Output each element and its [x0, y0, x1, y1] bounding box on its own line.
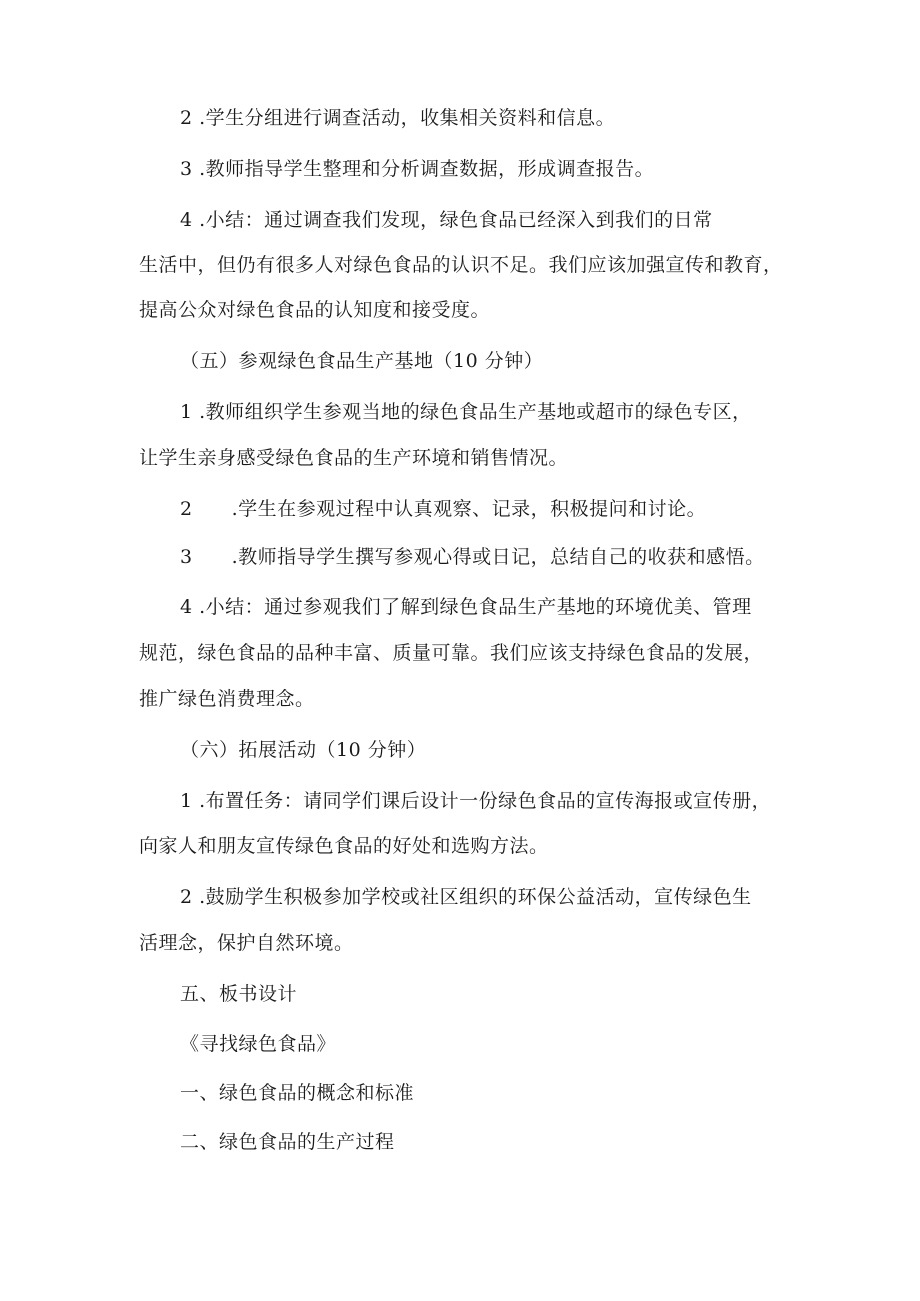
paragraph-line: 规范，绿色食品的品种丰富、质量可靠。我们应该支持绿色食品的发展，: [139, 642, 764, 664]
paragraph-line: 活理念，保护自然环境。: [139, 932, 354, 954]
paragraph-line: 生活中，但仍有很多人对绿色食品的认识不足。我们应该加强宣传和教育，: [139, 254, 783, 276]
paragraph-line: 3 .教师指导学生撰写参观心得或日记，总结自己的收获和感悟。: [180, 546, 765, 568]
paragraph-line: 4 .小结：通过调查我们发现，绿色食品已经深入到我们的日常: [180, 209, 713, 231]
paragraph-line: 2 .学生在参观过程中认真观察、记录，积极提问和讨论。: [180, 498, 707, 520]
paragraph-line: 让学生亲身感受绿色食品的生产环境和销售情况。: [139, 447, 569, 469]
paragraph-line: 4 .小结：通过参观我们了解到绿色食品生产基地的环境优美、管理: [180, 596, 752, 618]
paragraph-line: 提高公众对绿色食品的认知度和接受度。: [139, 299, 491, 321]
section-heading: （五）参观绿色食品生产基地（10 分钟）: [180, 350, 544, 372]
paragraph-line: 1 .布置任务：请同学们课后设计一份绿色食品的宣传海报或宣传册，: [180, 790, 772, 812]
paragraph-line: 推广绿色消费理念。: [139, 688, 315, 710]
section-heading: （六）拓展活动（10 分钟）: [180, 739, 427, 761]
section-heading: 五、板书设计: [180, 983, 298, 1005]
board-item: 二、绿色食品的生产过程: [180, 1131, 395, 1153]
paragraph-line: 1 .教师组织学生参观当地的绿色食品生产基地或超市的绿色专区，: [180, 401, 752, 423]
paragraph-line: 2 .鼓励学生积极参加学校或社区组织的环保公益活动，宣传绿色生: [180, 886, 752, 908]
paragraph-line: 2 .学生分组进行调查活动，收集相关资料和信息。: [180, 107, 616, 129]
board-item: 一、绿色食品的概念和标准: [180, 1082, 415, 1104]
board-title: 《寻找绿色食品》: [180, 1033, 337, 1055]
paragraph-line: 向家人和朋友宣传绿色食品的好处和选购方法。: [139, 835, 549, 857]
paragraph-line: 3 .教师指导学生整理和分析调查数据，形成调查报告。: [180, 158, 655, 180]
